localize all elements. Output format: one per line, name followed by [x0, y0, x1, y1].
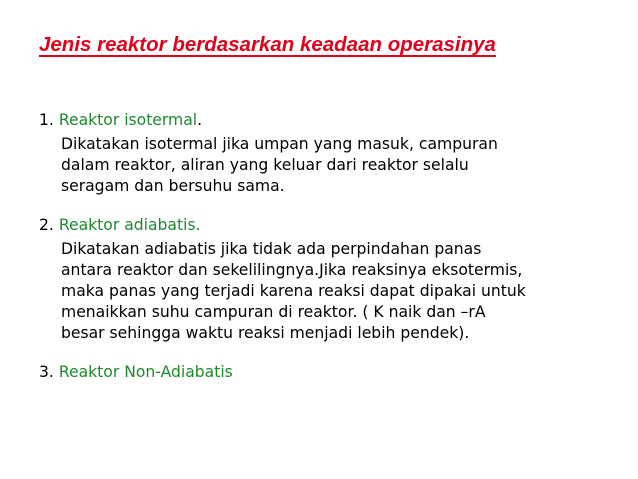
item-number: 1. — [39, 111, 54, 129]
item-number: 2. — [39, 216, 54, 234]
item-heading-row — [39, 215, 629, 236]
description-line: antara reaktor dan sekelilingnya.Jika reaksinya eksotermis, — [61, 261, 523, 279]
description-line: Dikatakan adiabatis jika tidak ada perpindahan panas — [61, 240, 482, 258]
description-line: Dikatakan isotermal jika umpan yang masuk, campuran — [61, 135, 498, 153]
list-item-adiabatis — [39, 215, 629, 344]
item-description — [61, 134, 606, 197]
item-heading: Reaktor adiabatis. — [58, 216, 201, 234]
description-line: seragam dan bersuhu sama. — [61, 177, 285, 195]
list-item-isotermal — [39, 110, 629, 197]
item-heading: Reaktor isotermal — [58, 111, 198, 129]
description-line: menaikkan suhu campuran di reaktor. ( K naik dan –rA — [61, 303, 486, 321]
item-heading-suffix: . — [197, 111, 203, 129]
list-item-non-adiabatis — [39, 362, 629, 383]
slide-title: Jenis reaktor berdasarkan keadaan operasinya — [39, 33, 496, 56]
description-line: besar sehingga waktu reaksi menjadi lebih pendek). — [61, 324, 470, 342]
item-heading-row — [39, 362, 629, 383]
item-number: 3. — [39, 363, 54, 381]
item-heading: Reaktor Non-Adiabatis — [58, 363, 233, 381]
reactor-type-list — [39, 110, 629, 401]
item-description — [61, 239, 606, 344]
item-heading-row — [39, 110, 629, 131]
description-line: dalam reaktor, aliran yang keluar dari reaktor selalu — [61, 156, 469, 174]
description-line: maka panas yang terjadi karena reaksi dapat dipakai untuk — [61, 282, 526, 300]
